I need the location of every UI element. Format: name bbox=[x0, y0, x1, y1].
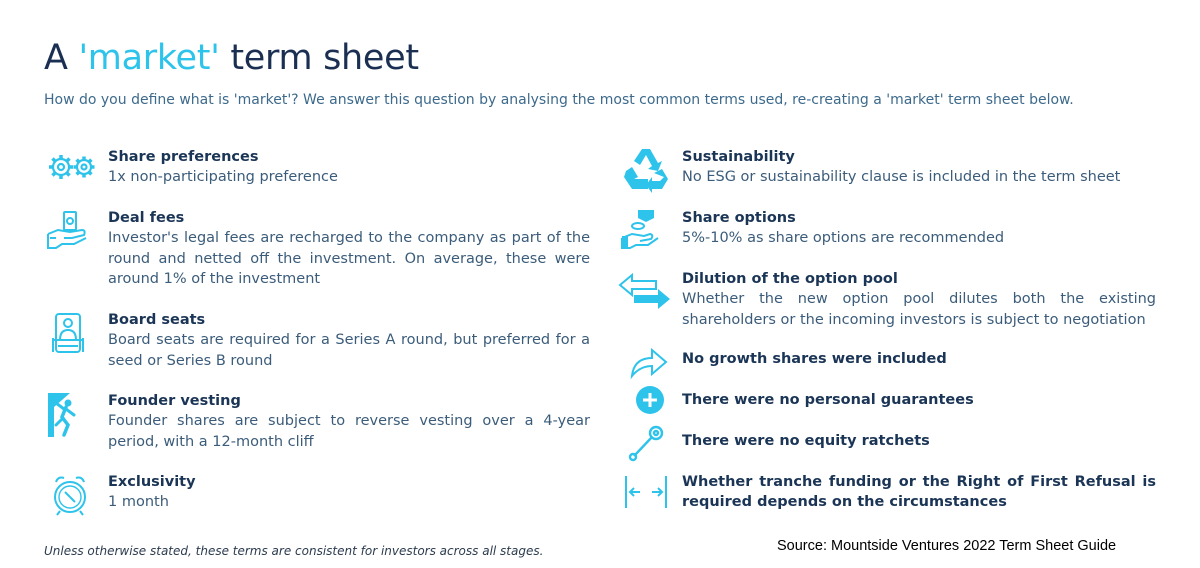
term-body: 1 month bbox=[108, 494, 169, 510]
term-exclusivity bbox=[44, 472, 590, 518]
title-prefix: A bbox=[44, 38, 79, 78]
term-body: Founder shares are subject to reverse vesting over a 4-year period, with a 12-month cliff bbox=[108, 413, 590, 450]
term-body: 1x non-participating preference bbox=[108, 169, 338, 185]
term-body: Investor's legal fees are recharged to the company as part of the round and netted off the investment. On average, these were around 1% of the investment bbox=[108, 230, 590, 287]
ratchet-icon bbox=[618, 424, 674, 470]
term-body: 5%-10% as share options are recommended bbox=[682, 230, 1005, 246]
term-heading: Deal fees bbox=[108, 210, 185, 226]
term-heading: There were no personal guarantees bbox=[682, 392, 974, 408]
width-arrows-icon bbox=[618, 472, 674, 518]
fee-hand-icon bbox=[44, 208, 100, 254]
term-body: No ESG or sustainability clause is included in the term sheet bbox=[682, 169, 1121, 185]
term-heading: Board seats bbox=[108, 312, 206, 328]
term-personal-guarantees bbox=[618, 383, 1156, 429]
page-title bbox=[44, 38, 419, 78]
term-heading: Share preferences bbox=[108, 149, 259, 165]
term-body: Board seats are required for a Series A round, but preferred for a seed or Series B round bbox=[108, 332, 590, 369]
term-body: Whether the new option pool dilutes both the existing shareholders or the incoming investors is subject to negotiation bbox=[682, 291, 1156, 328]
source-citation: Source: Mountside Ventures 2022 Term Sheet Guide bbox=[777, 538, 1117, 554]
term-growth-shares bbox=[618, 342, 1156, 388]
term-deal-fees bbox=[44, 208, 590, 290]
term-heading: No growth shares were included bbox=[682, 351, 947, 367]
title-suffix: term sheet bbox=[219, 38, 419, 78]
term-heading: Founder vesting bbox=[108, 393, 241, 409]
recycle-icon bbox=[618, 147, 674, 193]
gears-icon bbox=[44, 147, 100, 193]
footer-note: Unless otherwise stated, these terms are consistent for investors across all stages. bbox=[44, 544, 544, 558]
seat-icon bbox=[44, 310, 100, 356]
plus-circle-icon bbox=[618, 383, 674, 429]
term-heading: There were no equity ratchets bbox=[682, 433, 930, 449]
term-heading: Exclusivity bbox=[108, 474, 196, 490]
term-tranche-funding bbox=[618, 472, 1156, 518]
term-sustainability bbox=[618, 147, 1156, 193]
page-subtitle: How do you define what is 'market'? We answer this question by analysing the most common terms used, re-creating a 'market' term sheet below. bbox=[44, 92, 1074, 108]
two-way-arrows-icon bbox=[618, 269, 674, 315]
term-founder-vesting bbox=[44, 391, 590, 452]
term-heading: Dilution of the option pool bbox=[682, 271, 898, 287]
term-board-seats bbox=[44, 310, 590, 371]
coin-hand-icon bbox=[618, 208, 674, 254]
term-heading: Share options bbox=[682, 210, 796, 226]
title-accent: 'market' bbox=[78, 38, 220, 78]
share-arrow-icon bbox=[618, 342, 674, 388]
term-heading: Sustainability bbox=[682, 149, 795, 165]
term-equity-ratchets bbox=[618, 424, 1156, 470]
term-share-options bbox=[618, 208, 1156, 254]
term-share-preferences bbox=[44, 147, 590, 193]
climber-icon bbox=[44, 391, 100, 437]
alarm-clock-icon bbox=[44, 472, 100, 518]
term-option-pool-dilution bbox=[618, 269, 1156, 330]
term-heading: Whether tranche funding or the Right of First Refusal is required depends on the circumstances bbox=[682, 474, 1156, 510]
